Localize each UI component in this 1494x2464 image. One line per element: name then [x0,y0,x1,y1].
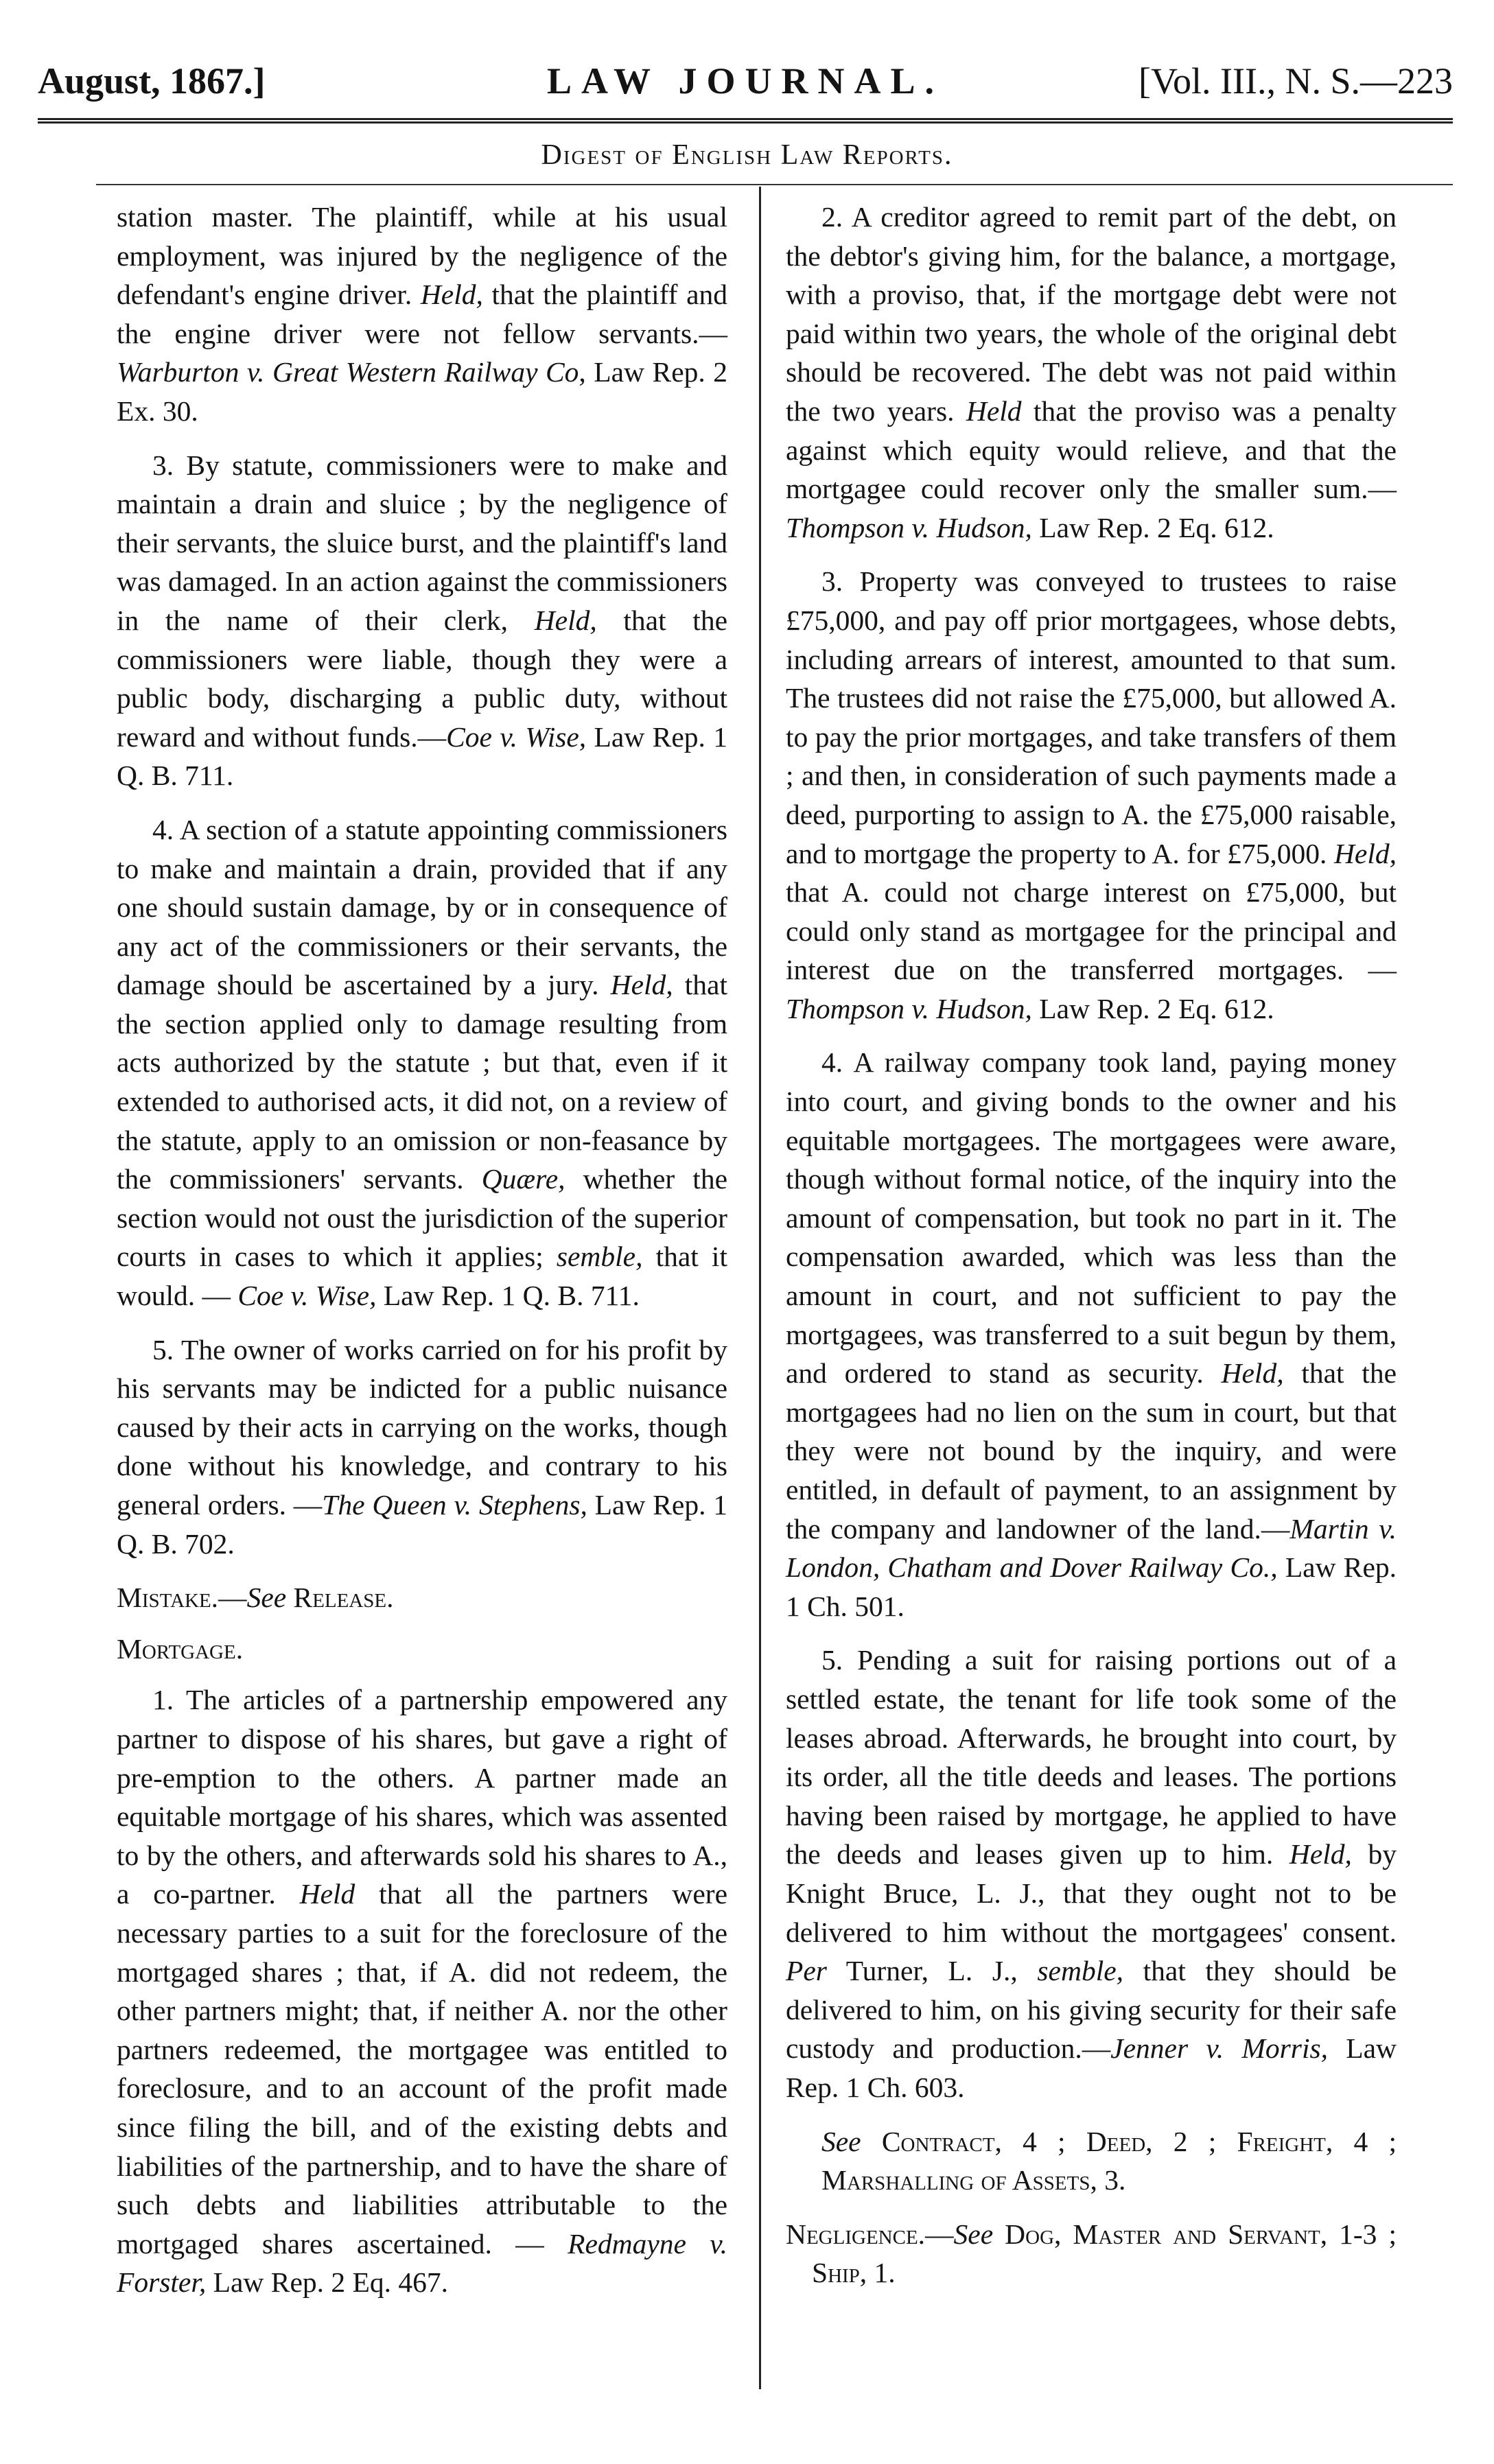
paragraph-fellow-servants: station master. The plaintiff, while at his usual employment, was injured by the negligence of the defendant's engine driver. Held, that the plaintiff and the engine driver were not fellow servants.—Warburton v. Great Western Railway Co, Law Rep. 2 Ex. 30. [117,201,728,427]
header-volume: [Vol. III., N. S.—223 [1139,60,1453,102]
entry-negligence: Negligence.—See Dog, Master and Servant, 1-3 ; Ship, 1. [786,2218,1397,2289]
section-rule [96,184,1453,185]
header-double-rule [38,118,1453,124]
entry-mistake: Mistake.—See Release. [117,1582,394,1614]
paragraph-mortgage-2: 2. A creditor agreed to remit part of the debt, on the debtor's giving him, for the balance, a mortgage, with a proviso, that, if the mortgage debt were not paid within two years, the whole of the original debt should be recovered. The debt was not paid within the two years. Held that the proviso was a penalty against which equity would relieve, and that the mortgagee could recover only the smaller sum.—Thompson v. Hudson, Law Rep. 2 Eq. 612. [786,201,1397,543]
heading-mortgage: Mortgage. [117,1632,244,1665]
cross-reference-see-also: See Contract, 4 ; Deed, 2 ; Freight, 4 ; Marshalling of Assets, 3. [821,2125,1397,2196]
left-column [117,198,727,2317]
paragraph-mortgage-3: 3. Property was conveyed to trustees to raise £75,000, and pay off prior mortgagees, whose debts, including arrears of interest, amounted to that sum. The trustees did not raise the £75,000, but allowed A. to pay the prior mortgages, and take transfers of them ; and then, in consideration of such payments made a deed, purporting to assign to A. the £75,000 raisable, and to mortgage the property to A. for £75,000. Held, that A. could not charge interest on £75,000, but could only stand as mortgagee for the principal and interest due on the transferred mortgages. — Thompson v. Hudson, Law Rep. 2 Eq. 612. [786,565,1397,1024]
right-column [786,198,1397,2305]
paragraph-mortgage-1: 1. The articles of a partnership empowered any partner to dispose of his shares, but gave a right of pre-emption to the others. A partner made an equitable mortgage of his shares, which was assented to by the others, and afterwards sold his shares to A., a co-partner. Held that all the partners were necessary parties to a suit for the foreclosure of the mortgaged shares ; that, if A. did not redeem, the other partners might; that, if neither A. nor the other partners redeemed, the mortgagee was entitled to foreclosure, and to an account of the profit made since filing the bill, and of the existing debts and liabilities of the partnership, and to have the share of such debts and liabilities attributable to the mortgaged shares ascertained. — Redmayne v. Forster, Law Rep. 2 Eq. 467. [117,1684,728,2299]
header-journal-title: LAW JOURNAL. [546,60,944,102]
paragraph-item-5: 5. The owner of works carried on for his profit by his servants may be indicted for a public nuisance caused by their acts in carrying on the works, though done without his knowledge, and contrary to his general orders. —The Queen v. Stephens, Law Rep. 1 Q. B. 702. [117,1333,727,1560]
paragraph-item-3: 3. By statute, commissioners were to make and maintain a drain and sluice ; by the negligence of their servants, the sluice burst, and the plaintiff's land was damaged. In an action against the commissioners in the name of their clerk, Held, that the commissioners were liable, though they were a public body, discharging a public duty, without reward and without funds.—Coe v. Wise, Law Rep. 1 Q. B. 711. [117,449,727,792]
paragraph-mortgage-4: 4. A railway company took land, paying money into court, and giving bonds to the owner and his equitable mortgagees. The mortgagees were aware, though without formal notice, of the inquiry into the amount of compensation, but took no part in it. The compensation awarded, which was less than the amount in court, and not sufficient to pay the mortgagees, was transferred to a suit begun by them, and ordered to stand as security. Held, that the mortgagees had no lien on the sum in court, but that they were not bound by the inquiry, and were entitled, in default of payment, to an assignment by the company and landowner of the land.—Martin v. London, Chatham and Dover Railway Co., Law Rep. 1 Ch. 501. [786,1046,1397,1622]
paragraph-mortgage-5: 5. Pending a suit for raising portions out of a settled estate, the tenant for life took some of the leases abroad. Afterwards, he brought into court, by its order, all the title deeds and leases. The portions having been raised by mortgage, he applied to have the deeds and leases given up to him. Held, by Knight Bruce, L. J., that they ought not to be delivered to him without the mortgagees' consent. Per Turner, L. J., semble, that they should be delivered to him, on his giving security for their safe custody and production.—Jenner v. Morris, Law Rep. 1 Ch. 603. [786,1644,1397,2103]
column-divider [759,187,761,2389]
section-title: Digest of English Law Reports. [541,139,953,171]
running-header [38,54,1453,108]
paragraph-item-4: 4. A section of a statute appointing commissioners to make and maintain a drain, provided that if any one should sustain damage, by or in consequence of any act of the commissioners or their servants, the damage should be ascertained by a jury. Held, that the section applied only to damage resulting from acts authorized by the statute ; but that, even if it extended to authorised acts, it did not, on a review of the statute, apply to an omission or non-feasance by the commissioners' servants. Quære, whether the section would not oust the jurisdiction of the superior courts in cases to which it applies; semble, that it would. — Coe v. Wise, Law Rep. 1 Q. B. 711. [117,813,727,1312]
header-date: August, 1867.] [38,60,266,102]
